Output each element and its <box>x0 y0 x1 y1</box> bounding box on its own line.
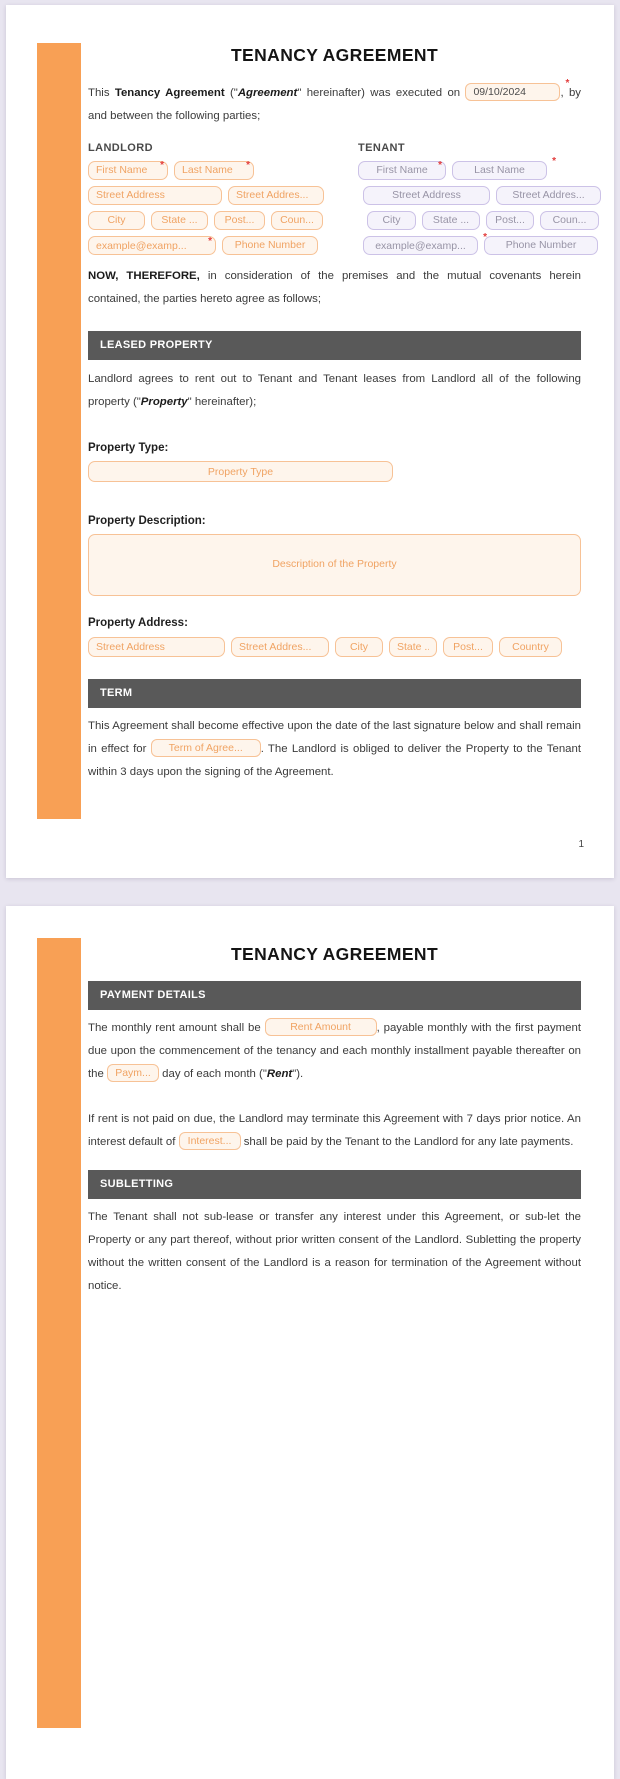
page-2-content <box>6 906 614 1298</box>
landlord-postal-code-input[interactable] <box>214 211 265 230</box>
payment-text: , payable monthly with the first payment due upon the commencement of the tenancy and each monthly installment payable thereafter on the <box>88 1022 581 1080</box>
required-asterisk: * <box>552 156 556 167</box>
landlord-city-input[interactable] <box>88 211 145 230</box>
leased-property-bold <box>141 396 188 408</box>
tenant-first-name-input[interactable] <box>358 161 446 180</box>
payment-text: "). <box>292 1068 304 1080</box>
property-description-textarea[interactable] <box>88 534 581 596</box>
tenant-state-input[interactable] <box>422 211 480 230</box>
leased-property-text: " hereinafter); <box>187 396 257 408</box>
required-asterisk: * <box>438 160 442 171</box>
payment-text: day of each month (" <box>159 1068 267 1080</box>
required-asterisk: * <box>246 160 250 171</box>
payment-text: If rent is not paid on due, the Landlord may terminate this Agreement with 7 days prior notice. An interest default of <box>88 1113 581 1148</box>
payment-paragraph-1 <box>88 1017 581 1086</box>
landlord-street-address-input[interactable] <box>88 186 222 205</box>
document-page-2 <box>6 906 614 1779</box>
page-number: 1 <box>578 839 584 850</box>
document-page-1 <box>6 5 614 878</box>
section-header-payment-details: PAYMENT DETAILS <box>88 981 581 1010</box>
term-text: This Agreement shall become effective upon the date of the last signature below and shall remain in effect for <box>88 720 581 755</box>
payment-bold-rent <box>267 1068 292 1080</box>
landlord-state-input[interactable] <box>151 211 208 230</box>
required-asterisk: * <box>208 235 212 247</box>
intro-italic-agreement: Agreement <box>237 87 298 99</box>
tenant-heading: TENANT <box>358 142 406 154</box>
payment-paragraph-2 <box>88 1108 581 1154</box>
landlord-street-address-2-input[interactable] <box>228 186 324 205</box>
tenant-country-input[interactable] <box>540 211 599 230</box>
tenant-postal-code-input[interactable] <box>486 211 534 230</box>
tenant-name-row <box>358 156 601 180</box>
intro-text: (" <box>224 87 238 99</box>
section-header-term: TERM <box>88 679 581 708</box>
intro-paragraph <box>88 78 581 128</box>
tenant-contact-row <box>358 231 601 256</box>
document-title: TENANCY AGREEMENT <box>230 944 439 964</box>
tenant-phone-input[interactable] <box>484 236 598 255</box>
landlord-last-name-field <box>174 160 254 180</box>
landlord-name-row <box>88 160 335 180</box>
section-header-subletting: SUBLETTING <box>88 1170 581 1199</box>
property-description-label: Property Description: <box>88 515 206 527</box>
required-asterisk: * <box>565 78 570 89</box>
execution-date-field <box>465 78 570 105</box>
required-asterisk: * <box>160 160 164 171</box>
landlord-email-input[interactable] <box>88 236 216 255</box>
tenant-last-name-input[interactable] <box>452 161 547 180</box>
property-type-input[interactable] <box>88 461 393 482</box>
landlord-street-row <box>88 186 335 205</box>
landlord-email-field <box>88 236 216 256</box>
now-therefore-paragraph <box>88 265 581 311</box>
payment-text: shall be paid by the Tenant to the Landlord for any late payments. <box>240 1136 574 1148</box>
tenant-city-row <box>358 211 601 230</box>
property-postal-code-input[interactable] <box>443 637 493 657</box>
property-type-label: Property Type: <box>88 442 169 454</box>
intro-text: This <box>88 87 115 99</box>
tenant-section <box>358 142 601 255</box>
property-street-address-2-input[interactable] <box>231 637 329 657</box>
leased-property-text: Landlord agrees to rent out to Tenant and Tenant leases from Landlord all of the following property (" <box>88 373 581 408</box>
term-text: . The Landlord is obliged to deliver the Property to the Tenant within 3 days upon the signing of the Agreement. <box>88 743 581 778</box>
property-street-address-input[interactable] <box>88 637 225 657</box>
intro-bold-agreement <box>238 87 298 99</box>
leased-property-paragraph <box>88 368 581 414</box>
term-paragraph <box>88 715 581 784</box>
property-city-input[interactable] <box>335 637 383 657</box>
tenant-city-input[interactable] <box>367 211 416 230</box>
intro-bold-tenancy-agreement: Tenancy Agreement <box>114 87 225 99</box>
property-address-label: Property Address: <box>88 617 188 629</box>
subletting-paragraph: The Tenant shall not sub-lease or transfer any interest under this Agreement, or sub-let the Property or any part thereof, without prior written consent of the Landlord. Subletting the property without the written consent of the Landlord is a reason for termination of the Agreement without notice. <box>88 1211 581 1292</box>
document-title: TENANCY AGREEMENT <box>230 45 439 65</box>
intro-text: , by and between the following parties; <box>88 87 581 122</box>
tenant-street-address-2-input[interactable] <box>496 186 601 205</box>
interest-input[interactable] <box>179 1132 241 1150</box>
landlord-last-name-input[interactable] <box>174 161 254 180</box>
payment-day-input[interactable] <box>107 1064 159 1082</box>
tenant-street-address-input[interactable] <box>363 186 490 205</box>
landlord-section <box>88 142 335 255</box>
landlord-contact-row <box>88 236 335 256</box>
landlord-phone-input[interactable] <box>222 236 318 255</box>
now-therefore-text: in consideration of the premises and the mutual covenants herein contained, the parties hereto agree as follows; <box>88 270 581 305</box>
tenant-email-field <box>363 231 487 256</box>
tenant-email-input[interactable] <box>363 236 478 255</box>
landlord-first-name-field <box>88 160 168 180</box>
payment-italic-rent: Rent <box>266 1068 293 1080</box>
property-country-input[interactable] <box>499 637 562 657</box>
parties-section <box>88 142 601 255</box>
required-asterisk: * <box>483 231 487 243</box>
leased-property-italic: Property <box>140 396 188 408</box>
payment-text: The monthly rent amount shall be <box>88 1022 265 1034</box>
landlord-city-row <box>88 211 335 230</box>
property-description-field <box>88 534 581 601</box>
tenant-first-name-field <box>358 160 446 180</box>
intro-text: " hereinafter) was executed on <box>297 87 466 99</box>
page-1-content <box>6 5 614 784</box>
now-therefore-bold: NOW, THEREFORE, <box>88 270 200 282</box>
execution-date-input[interactable] <box>465 83 560 101</box>
tenant-last-name-field <box>452 156 556 180</box>
property-address-row <box>88 637 581 657</box>
section-header-leased-property: LEASED PROPERTY <box>88 331 581 360</box>
landlord-heading: LANDLORD <box>88 142 153 154</box>
property-state-input[interactable] <box>389 637 437 657</box>
property-type-field <box>88 461 581 482</box>
rent-amount-input[interactable] <box>265 1018 377 1036</box>
tenant-street-row <box>358 186 601 205</box>
landlord-first-name-input[interactable] <box>88 161 168 180</box>
term-of-agreement-input[interactable] <box>151 739 261 757</box>
landlord-country-input[interactable] <box>271 211 323 230</box>
